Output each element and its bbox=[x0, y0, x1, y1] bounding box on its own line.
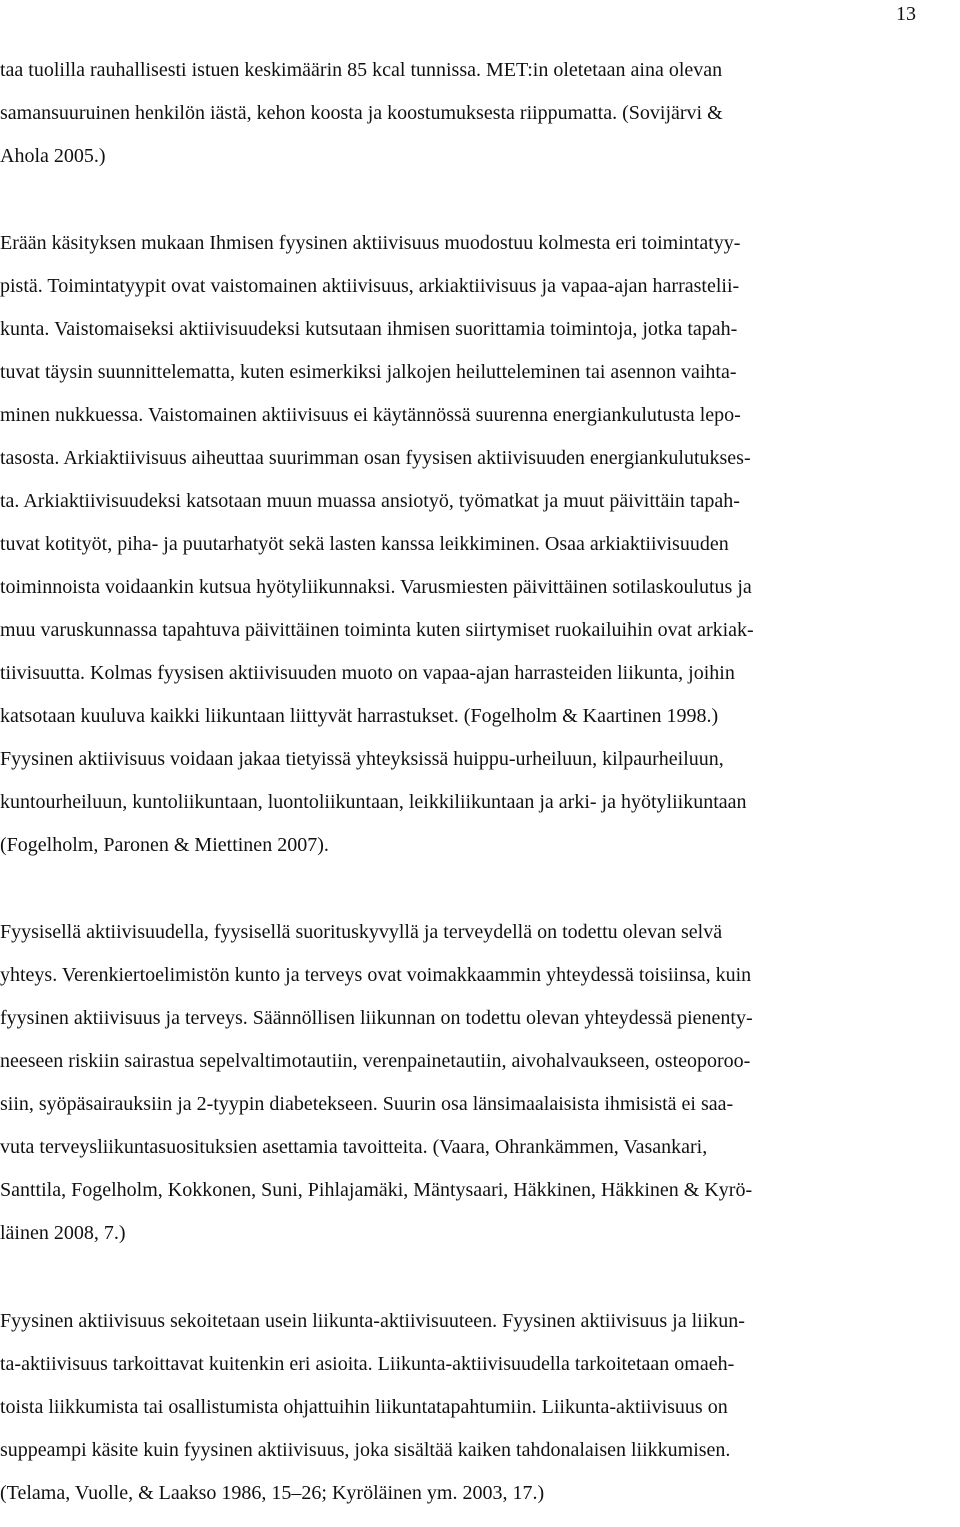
text-line: vuta terveysliikuntasuosituksien asettamia tavoitteita. (Vaara, Ohrankämmen, Vasankari, bbox=[0, 1136, 708, 1158]
text-line: fyysinen aktiivisuus ja terveys. Säännöllisen liikunnan on todettu olevan yhteydessä pienenty- bbox=[0, 1007, 753, 1029]
text-line: tasosta. Arkiaktiivisuus aiheuttaa suurimman osan fyysisen aktiivisuuden energiankulutukses- bbox=[0, 447, 751, 469]
text-line: pistä. Toimintatyypit ovat vaistomainen aktiivisuus, arkiaktiivisuus ja vapaa-ajan harrastelii- bbox=[0, 275, 740, 297]
text-line: kuntourheiluun, kuntoliikuntaan, luontoliikuntaan, leikkiliikuntaan ja arki- ja hyötyliikuntaan bbox=[0, 791, 747, 813]
text-line: (Fogelholm, Paronen & Miettinen 2007). bbox=[0, 834, 329, 856]
text-line: läinen 2008, 7.) bbox=[0, 1222, 126, 1244]
text-line: tuvat täysin suunnittelematta, kuten esimerkiksi jalkojen heilutteleminen tai asennon vaihta- bbox=[0, 361, 737, 383]
text-line: muu varuskunnassa tapahtuva päivittäinen toiminta kuten siirtymiset ruokailuihin ovat arkiak- bbox=[0, 619, 754, 641]
text-line: suppeampi käsite kuin fyysinen aktiivisuus, joka sisältää kaiken tahdonalaisen liikkumisen. bbox=[0, 1439, 731, 1461]
text-line: Fyysisellä aktiivisuudella, fyysisellä suorituskyvyllä ja terveydellä on todettu olevan selvä bbox=[0, 921, 723, 943]
text-line: siin, syöpäsairauksiin ja 2-tyypin diabetekseen. Suurin osa länsimaalaisista ihmisistä ei saa- bbox=[0, 1093, 734, 1115]
text-line: Santtila, Fogelholm, Kokkonen, Suni, Pihlajamäki, Mäntysaari, Häkkinen, Häkkinen & Kyrö- bbox=[0, 1179, 753, 1201]
text-line: Erään käsityksen mukaan Ihmisen fyysinen aktiivisuus muodostuu kolmesta eri toimintatyy- bbox=[0, 232, 741, 254]
text-line: tiivisuutta. Kolmas fyysisen aktiivisuuden muoto on vapaa-ajan harrasteiden liikunta, joihin bbox=[0, 662, 735, 684]
text-line: Ahola 2005.) bbox=[0, 145, 106, 167]
text-line: Fyysinen aktiivisuus sekoitetaan usein liikunta-aktiivisuuteen. Fyysinen aktiivisuus ja liikun- bbox=[0, 1310, 745, 1332]
text-line: samansuuruinen henkilön iästä, kehon koosta ja koostumuksesta riippumatta. (Sovijärvi & bbox=[0, 102, 723, 124]
page-number: 13 bbox=[896, 3, 916, 25]
text-line: katsotaan kuuluva kaikki liikuntaan liittyvät harrastukset. (Fogelholm & Kaartinen 1998.) bbox=[0, 705, 719, 727]
text-line: toiminnoista voidaankin kutsua hyötyliikunnaksi. Varusmiesten päivittäinen sotilaskoulutus ja bbox=[0, 576, 752, 598]
text-line: neeseen riskiin sairastua sepelvaltimotautiin, verenpainetautiin, aivohalvaukseen, osteoporoo- bbox=[0, 1050, 751, 1072]
text-line: kunta. Vaistomaiseksi aktiivisuudeksi kutsutaan ihmisen suorittamia toimintoja, jotka tapah- bbox=[0, 318, 738, 340]
text-line: Fyysinen aktiivisuus voidaan jakaa tietyissä yhteyksissä huippu-urheiluun, kilpaurheiluun, bbox=[0, 748, 724, 770]
text-line: (Telama, Vuolle, & Laakso 1986, 15–26; Kyröläinen ym. 2003, 17.) bbox=[0, 1482, 545, 1504]
text-line: yhteys. Verenkiertoelimistön kunto ja terveys ovat voimakkaammin yhteydessä toisiinsa, kuin bbox=[0, 964, 752, 986]
text-line: ta. Arkiaktiivisuudeksi katsotaan muun muassa ansiotyö, työmatkat ja muut päivittäin tapah- bbox=[0, 490, 740, 512]
text-line: toista liikkumista tai osallistumista ohjattuihin liikuntatapahtumiin. Liikunta-aktiivisuus on bbox=[0, 1396, 728, 1418]
text-line: minen nukkuessa. Vaistomainen aktiivisuus ei käytännössä suurenna energiankulutusta lepo- bbox=[0, 404, 741, 426]
text-line: tuvat kotityöt, piha- ja puutarhatyöt sekä lasten kanssa leikkiminen. Osaa arkiaktiivisuuden bbox=[0, 533, 729, 555]
text-line: taa tuolilla rauhallisesti istuen keskimäärin 85 kcal tunnissa. MET:in oletetaan aina olevan bbox=[0, 59, 723, 81]
text-line: ta-aktiivisuus tarkoittavat kuitenkin eri asioita. Liikunta-aktiivisuudella tarkoitetaan omaeh- bbox=[0, 1353, 735, 1375]
